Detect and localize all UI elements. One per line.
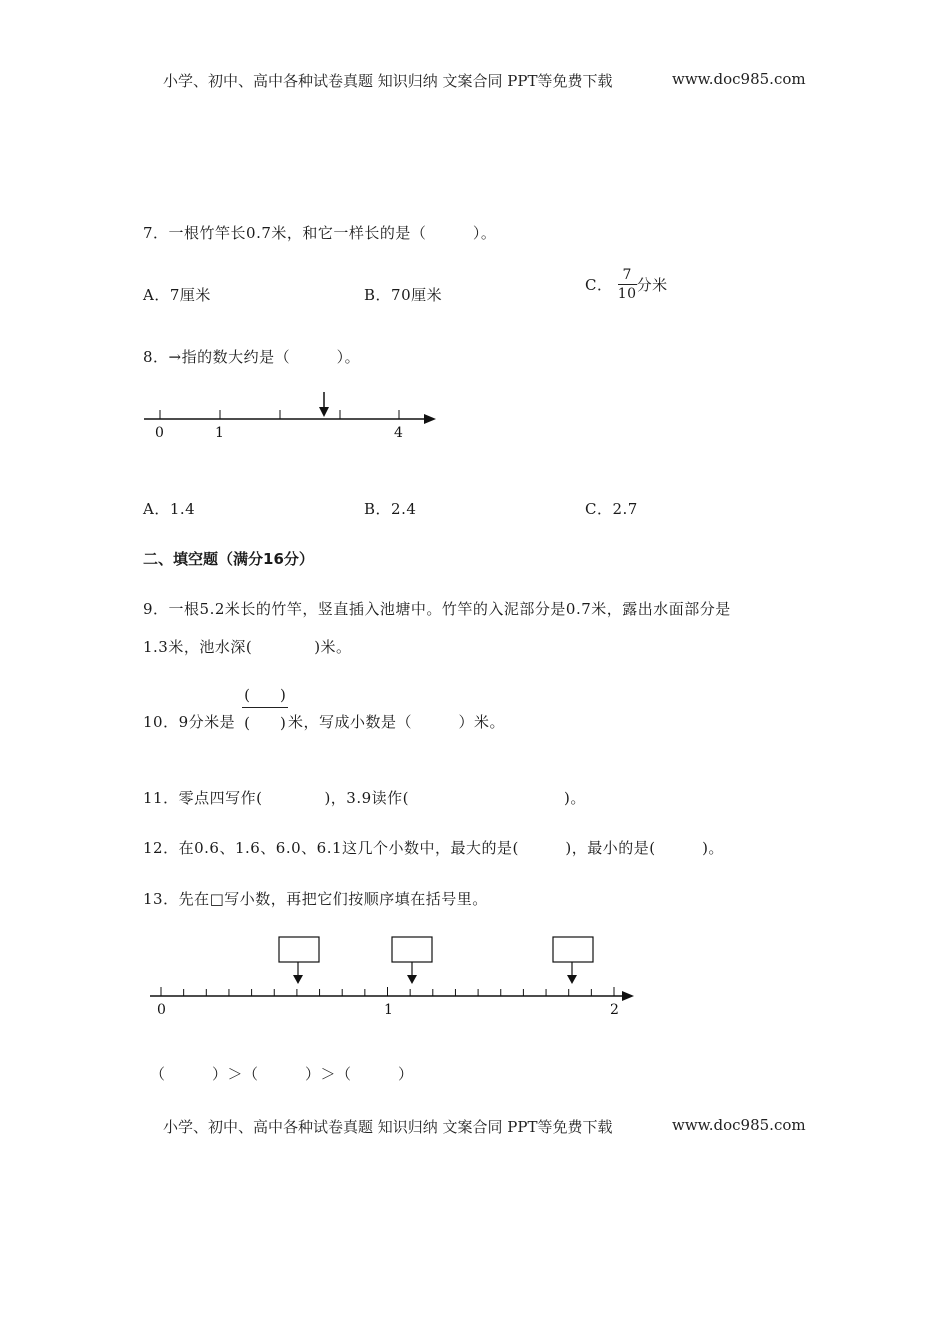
answer-box[interactable]: [279, 937, 319, 962]
down-arrow-icon: [293, 975, 303, 984]
tick-label-1: 1: [215, 425, 224, 441]
question-7-option-b[interactable]: B．70厘米: [364, 286, 443, 304]
down-arrow-icon: [407, 975, 417, 984]
down-arrow-icon: [567, 975, 577, 984]
option-c-prefix: C．: [585, 276, 613, 294]
axis-arrow-icon: [622, 991, 634, 1001]
question-8-option-b[interactable]: B．2.4: [364, 500, 417, 518]
footer-text: 小学、初中、高中各种试卷真题 知识归纳 文案合同 PPT等免费下载: [163, 1118, 613, 1136]
tick-label-4: 4: [394, 425, 403, 441]
fraction-seven-tenths: [618, 268, 637, 301]
blank-fraction-denominator[interactable]: ( ): [244, 714, 286, 732]
number-line-q13: [140, 930, 650, 1022]
question-13-stem: 13．先在□写小数，再把它们按顺序填在括号里。: [143, 890, 488, 908]
question-10-suffix: 米，写成小数是（ ）米。: [288, 713, 506, 731]
question-8-stem: 8．→指的数大约是（ ）。: [143, 348, 361, 366]
tick-group: [161, 987, 614, 996]
tick-label-0: 0: [157, 1002, 166, 1018]
tick-label-0: 0: [155, 425, 164, 441]
section-2-title: 二、填空题（满分16分）: [143, 550, 314, 568]
fraction-numerator: 7: [618, 268, 637, 285]
header-text: 小学、初中、高中各种试卷真题 知识归纳 文案合同 PPT等免费下载: [163, 72, 613, 90]
question-12: 12．在0.6、1.6、6.0、6.1这几个小数中，最大的是( )，最小的是( )。: [143, 839, 724, 857]
blank-fraction[interactable]: [242, 684, 288, 733]
question-7-option-c[interactable]: [585, 268, 668, 301]
number-line-q8: [140, 388, 440, 443]
page-header: [163, 70, 613, 91]
answer-box[interactable]: [392, 937, 432, 962]
footer-url[interactable]: www.doc985.com: [672, 1116, 806, 1134]
question-9-line-2: 1.3米，池水深( )米。: [143, 638, 352, 656]
header-url[interactable]: www.doc985.com: [672, 70, 806, 88]
question-10-prefix: 10．9分米是: [143, 713, 236, 731]
question-8-option-c[interactable]: C．2.7: [585, 500, 638, 518]
tick-label-1: 1: [384, 1002, 393, 1018]
question-13-answer-line: （ ）＞（ ）＞（ ）: [150, 1065, 414, 1083]
fraction-denominator: 10: [617, 286, 637, 302]
question-7-stem: 7．一根竹竿长0.7米，和它一样长的是（ ）。: [143, 224, 497, 242]
tick-label-2: 2: [610, 1002, 619, 1018]
option-c-suffix: 分米: [636, 276, 668, 294]
answer-box[interactable]: [553, 937, 593, 962]
page-footer: [163, 1116, 613, 1137]
question-9-line-1: 9．一根5.2米长的竹竿，竖直插入池塘中。竹竿的入泥部分是0.7米，露出水面部分是: [143, 600, 731, 618]
question-7-option-a[interactable]: A．7厘米: [143, 286, 211, 304]
down-arrow-icon: [319, 407, 329, 417]
axis-arrow-icon: [424, 414, 436, 424]
blank-fraction-numerator[interactable]: ( ): [242, 684, 288, 708]
question-8-option-a[interactable]: A．1.4: [143, 500, 196, 518]
question-11: 11．零点四写作( )，3.9读作( )。: [143, 789, 586, 807]
